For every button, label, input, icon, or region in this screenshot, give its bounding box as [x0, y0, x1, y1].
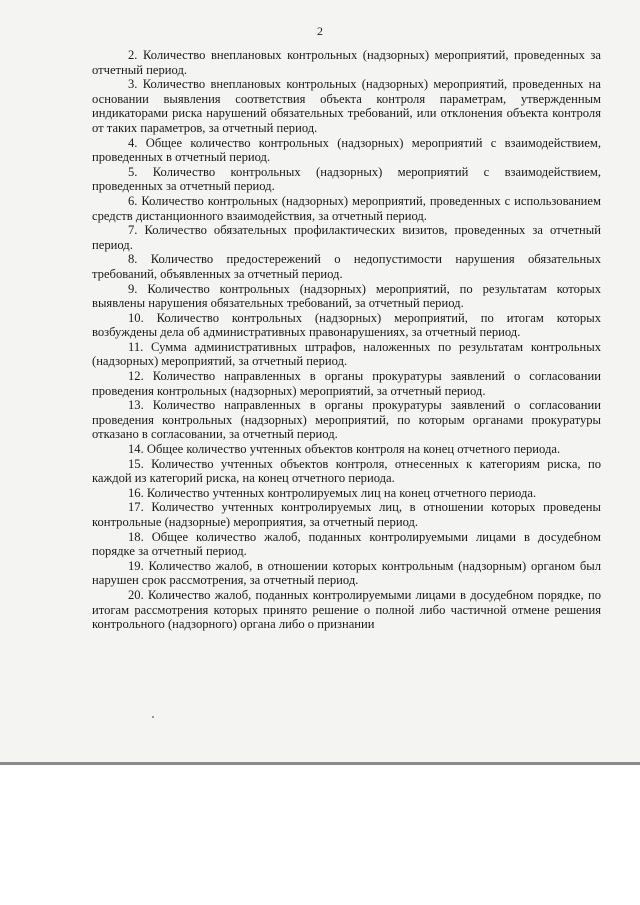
paragraph-item-2: 2. Количество внеплановых контрольных (надзорных) мероприятий, проведенных за отчетный период.	[92, 48, 601, 77]
paragraph-item-18: 18. Общее количество жалоб, поданных контролируемыми лицами в досудебном порядке за отчетный период.	[92, 529, 601, 559]
scan-speck	[152, 716, 154, 718]
paragraph-item-11: 11. Сумма административных штрафов, наложенных по результатам контрольных (надзорных) мероприятий, за отчетный период.	[92, 339, 601, 369]
page-number: 2	[317, 24, 323, 38]
paragraph-item-15: 15. Количество учтенных объектов контроля, отнесенных к категориям риска, по каждой из категорий риска, на конец отчетного периода.	[92, 456, 601, 486]
paragraph-item-10: 10. Количество контрольных (надзорных) мероприятий, по итогам которых возбуждены дела об административных правонарушениях, за отчетный период.	[92, 310, 601, 340]
paragraph-item-12: 12. Количество направленных в органы прокуратуры заявлений о согласовании проведения контрольных (надзорных) мероприятий, за отчетный период.	[92, 369, 601, 398]
paragraph-item-17: 17. Количество учтенных контролируемых лиц, в отношении которых проведены контрольные (надзорные) мероприятия, за отчетный период.	[92, 500, 601, 529]
paragraph-item-5: 5. Количество контрольных (надзорных) мероприятий с взаимодействием, проведенных за отчетный период.	[92, 164, 601, 194]
paragraph-item-13: 13. Количество направленных в органы прокуратуры заявлений о согласовании проведения контрольных (надзорных) мероприятий, по которым органами прокуратуры отказано в согласовании, за отчетный период.	[92, 398, 601, 442]
paragraph-item-3: 3. Количество внеплановых контрольных (надзорных) мероприятий, проведенных на основании выявления соответствия объекта контроля параметрам, утвержденным индикаторами риска нарушений обязательных требований, или отклонения объекта контроля от таких параметров, за отчетный период.	[92, 77, 601, 135]
paragraph-item-8: 8. Количество предостережений о недопустимости нарушения обязательных требований, объявленных за отчетный период.	[92, 252, 601, 281]
paragraph-item-14: 14. Общее количество учтенных объектов контроля на конец отчетного периода.	[128, 442, 561, 457]
paragraph-item-20: 20. Количество жалоб, поданных контролируемыми лицами в досудебном порядке, по итогам рассмотрения которых принято решение о полной либо частичной отмене решения контрольного (надзорного) органа либо о признании	[92, 587, 601, 632]
paragraph-item-9: 9. Количество контрольных (надзорных) мероприятий, по результатам которых выявлены нарушения обязательных требований, за отчетный период.	[92, 281, 601, 311]
paragraph-item-4: 4. Общее количество контрольных (надзорных) мероприятий с взаимодействием, проведенных в отчетный период.	[92, 135, 601, 165]
paragraph-item-6: 6. Количество контрольных (надзорных) мероприятий, проведенных с использованием средств дистанционного взаимодействия, за отчетный период.	[92, 193, 601, 223]
paragraph-item-7: 7. Количество обязательных профилактических визитов, проведенных за отчетный период.	[92, 223, 601, 252]
paragraph-item-16: 16. Количество учтенных контролируемых лиц на конец отчетного периода.	[128, 485, 537, 500]
document-body	[92, 48, 601, 632]
paragraph-item-19: 19. Количество жалоб, в отношении которых контрольным (надзорным) органом был нарушен срок рассмотрения, за отчетный период.	[92, 558, 601, 588]
